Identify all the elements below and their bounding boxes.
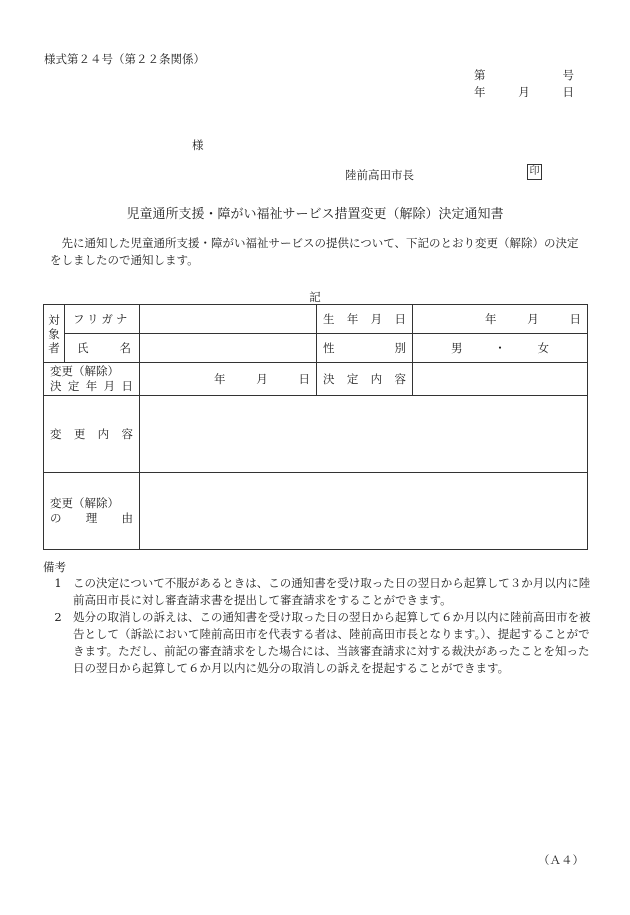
notice-table bbox=[43, 304, 588, 550]
remark-item bbox=[43, 575, 591, 609]
reason-label bbox=[44, 473, 140, 550]
label-char: 月 bbox=[370, 312, 383, 326]
remark-number: 1 bbox=[54, 576, 62, 590]
label-char: 年 bbox=[346, 312, 359, 326]
number-suffix: 号 bbox=[562, 68, 574, 82]
subject-char: 者 bbox=[48, 340, 60, 355]
number-prefix: 第 bbox=[474, 68, 486, 82]
paper-size: （Ａ４） bbox=[538, 853, 584, 867]
furigana-field[interactable] bbox=[140, 305, 317, 334]
change-content-field[interactable] bbox=[140, 396, 588, 473]
label-char: 別 bbox=[394, 341, 406, 355]
issue-date-line bbox=[474, 84, 574, 100]
label-char: 氏 bbox=[77, 341, 89, 355]
label-char: 性 bbox=[323, 341, 335, 355]
subject-char: 対 bbox=[48, 312, 60, 327]
unit-month: 月 bbox=[256, 372, 268, 386]
change-content-label bbox=[44, 396, 140, 473]
label-char: 決 bbox=[50, 379, 62, 393]
label-char: 更 bbox=[73, 427, 86, 441]
label-char: の bbox=[50, 511, 62, 525]
label-line: 変更（解除） bbox=[50, 496, 119, 510]
document-title: 児童通所支援・障がい福祉サービス措置変更（解除）決定通知書 bbox=[126, 207, 504, 222]
label-char: 理 bbox=[85, 511, 98, 525]
date-year: 年 bbox=[474, 85, 486, 99]
sex-option-female[interactable]: 女 bbox=[537, 341, 549, 355]
label-char: 変 bbox=[50, 427, 62, 441]
notice-body: 先に通知した児童通所支援・障がい福祉サービスの提供について、下記のとおり変更（解除）の決定をしましたので通知します。 bbox=[50, 236, 579, 267]
remarks-list bbox=[43, 575, 591, 677]
reason-field[interactable] bbox=[140, 473, 588, 550]
change-date-field[interactable] bbox=[140, 363, 317, 396]
label-line: 変更（解除） bbox=[50, 364, 119, 378]
decision-content-label bbox=[317, 363, 413, 396]
ki-heading: 記 bbox=[309, 290, 321, 304]
date-month: 月 bbox=[518, 85, 530, 99]
name-label bbox=[65, 334, 140, 363]
sex-field[interactable] bbox=[413, 334, 588, 363]
label-char: 決 bbox=[323, 372, 335, 386]
subject-label bbox=[44, 305, 65, 363]
label-char: 内 bbox=[97, 427, 110, 441]
unit-month: 月 bbox=[527, 312, 539, 326]
label-char: 容 bbox=[394, 372, 406, 386]
sex-option-male[interactable]: 男 bbox=[451, 341, 463, 355]
furigana-label: フリガナ bbox=[65, 305, 140, 334]
label-char: 内 bbox=[370, 372, 383, 386]
label-char: 由 bbox=[121, 511, 133, 525]
form-number: 様式第２４号（第２２条関係） bbox=[44, 52, 205, 66]
unit-year: 年 bbox=[214, 372, 226, 386]
sex-label bbox=[317, 334, 413, 363]
label-char: 定 bbox=[346, 372, 359, 386]
seal-mark: 印 bbox=[527, 164, 542, 180]
remark-item bbox=[43, 609, 591, 677]
date-day: 日 bbox=[562, 85, 574, 99]
remarks-heading: 備考 bbox=[43, 560, 66, 574]
birth-date-field[interactable] bbox=[413, 305, 588, 334]
label-char: 容 bbox=[121, 427, 133, 441]
birth-date-label bbox=[317, 305, 413, 334]
unit-day: 日 bbox=[298, 372, 310, 386]
remark-text: この決定について不服があるときは、この通知書を受け取った日の翌日から起算して３か月以内に陸前高田市長に対し審査請求書を提出して審査請求をすることができます。 bbox=[73, 576, 591, 607]
issuer-name: 陸前高田市長 bbox=[345, 168, 414, 182]
subject-char: 象 bbox=[48, 326, 60, 341]
label-char: 日 bbox=[121, 379, 133, 393]
remark-number: 2 bbox=[54, 610, 62, 624]
document-number-line bbox=[474, 67, 574, 83]
addressee-suffix: 様 bbox=[192, 138, 204, 152]
change-date-label bbox=[44, 363, 140, 396]
label-char: 名 bbox=[119, 341, 131, 355]
remark-text: 処分の取消しの訴えは、この通知書を受け取った日の翌日から起算して６か月以内に陸前高田市を被告として（訴訟において陸前高田市を代表する者は、陸前高田市長となります。）、提起することができます。ただし、前記の審査請求をした場合には、当該審査請求に対する裁決があったことを知った日の翌日から起算して６か月以内に処分の取消しの訴えを提起することができます。 bbox=[73, 610, 591, 675]
decision-content-field[interactable] bbox=[413, 363, 588, 396]
unit-day: 日 bbox=[569, 312, 581, 326]
sex-separator: ・ bbox=[494, 341, 506, 355]
label-char: 生 bbox=[323, 312, 335, 326]
label-char: 年 bbox=[85, 379, 98, 393]
label-char: 定 bbox=[67, 379, 80, 393]
unit-year: 年 bbox=[485, 312, 497, 326]
label-char: 日 bbox=[394, 312, 406, 326]
label-char: 月 bbox=[103, 379, 116, 393]
name-field[interactable] bbox=[140, 334, 317, 363]
